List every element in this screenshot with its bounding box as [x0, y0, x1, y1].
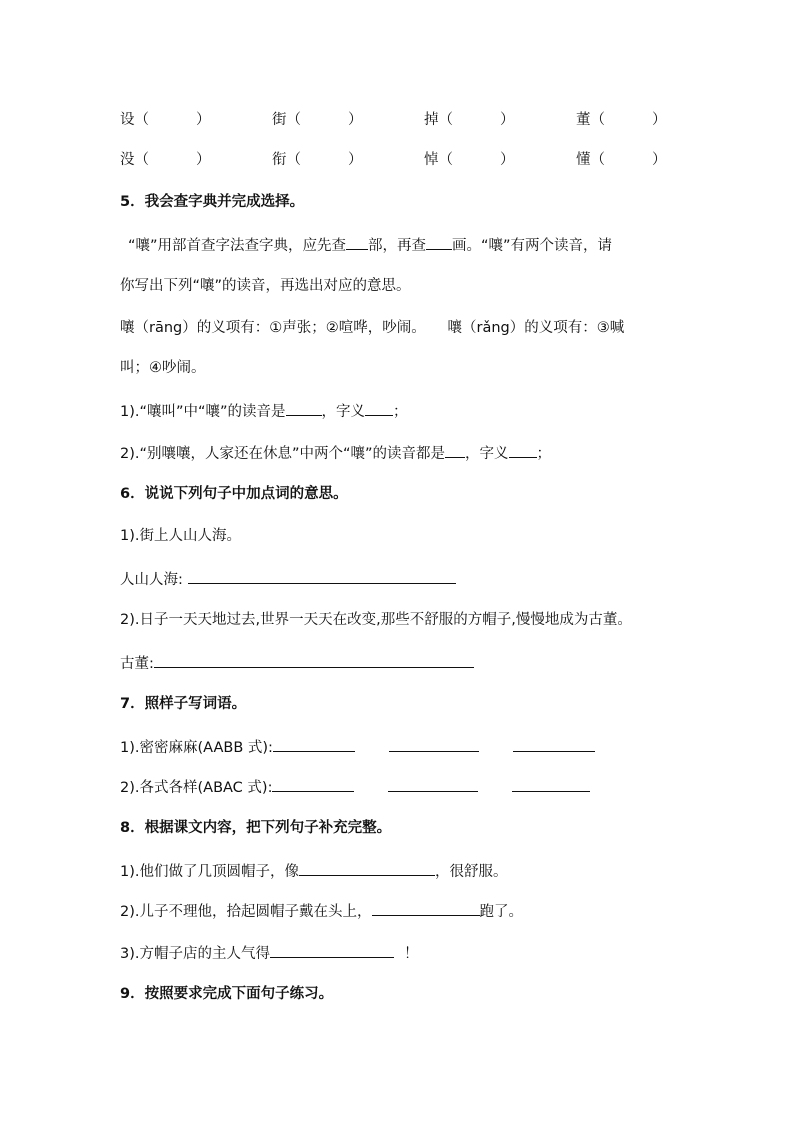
- char-cell: 衔（: [272, 152, 301, 168]
- char-cell: 街（: [272, 112, 301, 128]
- q5-sub2-text-c: ；: [536, 446, 552, 462]
- q5-intro-line-1: [128, 234, 612, 256]
- question-7-title: 7．照样子写词语。: [120, 696, 247, 712]
- q7-blank[interactable]: [273, 736, 355, 752]
- q7-blank[interactable]: [512, 776, 590, 792]
- q5-sub1-text: 1).“嚷叫”中“嚷”的读音是: [120, 404, 286, 420]
- char-cell: 悼（: [424, 152, 453, 168]
- question-6-title: 6．说说下列句子中加点词的意思。: [120, 486, 348, 502]
- char-cell-close: ）: [652, 112, 667, 128]
- q5-sub2-meaning-blank[interactable]: [509, 442, 537, 458]
- q6-answer-line-2: [120, 652, 474, 674]
- q8-blank-2[interactable]: [372, 900, 480, 916]
- char-cell: 没（: [120, 152, 149, 168]
- q7-blank[interactable]: [389, 736, 479, 752]
- char-cell: 掉（: [424, 112, 453, 128]
- q5-radical-blank[interactable]: [346, 234, 368, 250]
- q6-answer-line-1: [120, 568, 456, 590]
- q6-answer-blank-2[interactable]: [154, 652, 474, 668]
- q7-example-1: 1).密密麻麻(AABB 式):: [120, 740, 273, 756]
- q5-sub2-text-b: ，字义: [465, 446, 509, 462]
- char-cell: 懂（: [576, 152, 605, 168]
- q6-answer-blank-1[interactable]: [188, 568, 456, 584]
- char-cell-close: ）: [500, 112, 515, 128]
- q5-sub2-pinyin-blank[interactable]: [445, 442, 465, 458]
- q6-term-label: 人山人海:: [120, 572, 183, 588]
- q8-text: 3).方帽子店的主人气得: [120, 946, 270, 962]
- q8-text: 跑了。: [479, 904, 523, 920]
- char-cell-close: ）: [196, 112, 211, 128]
- q6-term-label: 古董:: [120, 656, 154, 672]
- q5-sub1-pinyin-blank[interactable]: [286, 400, 322, 416]
- q5-intro-text-c: 画。“嚷”有两个读音，请: [452, 238, 613, 254]
- char-cell-close: ）: [652, 152, 667, 168]
- char-cell-close: ）: [348, 112, 363, 128]
- q7-blank[interactable]: [513, 736, 595, 752]
- char-cell-close: ）: [196, 152, 211, 168]
- q8-text: 1).他们做了几顶圆帽子，像: [120, 864, 299, 880]
- char-cell-close: ）: [500, 152, 515, 168]
- question-8-title: 8．根据课文内容，把下列句子补充完整。: [120, 820, 392, 836]
- q8-line-3: [120, 942, 419, 964]
- q7-line-1: [120, 736, 595, 758]
- q5-stroke-blank[interactable]: [426, 234, 452, 250]
- q7-blank[interactable]: [272, 776, 354, 792]
- q6-sentence-1: 1).街上人山人海。: [120, 528, 241, 544]
- q5-sub1-meaning-blank[interactable]: [365, 400, 393, 416]
- q5-intro-text-b: 部，再查: [368, 238, 427, 254]
- char-cell: 董（: [576, 112, 605, 128]
- q8-blank-3[interactable]: [270, 942, 394, 958]
- q8-text: ，很舒服。: [435, 864, 508, 880]
- q5-sub1-text-b: ，字义: [321, 404, 366, 420]
- q5-sub1-text-c: ；: [393, 404, 408, 420]
- q7-blank[interactable]: [388, 776, 478, 792]
- q5-intro-line-2: 你写出下列“嚷”的读音，再选出对应的意思。: [120, 278, 411, 294]
- q5-subquestion-1: [120, 400, 408, 422]
- q8-text: 2).儿子不理他，拾起圆帽子戴在头上，: [120, 904, 372, 920]
- q8-line-1: [120, 860, 508, 882]
- q6-sentence-2: 2).日子一天天地过去,世界一天天在改变,那些不舒服的方帽子,慢慢地成为古董。: [120, 612, 632, 628]
- q5-sub2-text: 2).“别嚷嚷，人家还在休息”中两个“嚷”的读音都是: [120, 446, 446, 462]
- question-9-title: 9．按照要求完成下面句子练习。: [120, 986, 334, 1002]
- char-cell: 设（: [120, 112, 149, 128]
- q8-text: ！: [404, 946, 419, 962]
- q8-line-2: [120, 900, 523, 922]
- q7-line-2: [120, 776, 590, 798]
- q8-blank-1[interactable]: [299, 860, 435, 876]
- q5-intro-text-a: “嚷”用部首查字法查字典，应先查: [128, 238, 347, 254]
- q5-meaning-line-2: 叫；④吵闹。: [120, 360, 206, 376]
- q5-meaning-line-1: 嚷（rāng）的义项有：①声张；②喧哗，吵闹。 嚷（rǎng）的义项有：③喊: [120, 320, 625, 336]
- char-cell-close: ）: [348, 152, 363, 168]
- q7-example-2: 2).各式各样(ABAC 式):: [120, 780, 273, 796]
- q5-subquestion-2: [120, 442, 551, 464]
- question-5-title: 5．我会查字典并完成选择。: [120, 194, 305, 210]
